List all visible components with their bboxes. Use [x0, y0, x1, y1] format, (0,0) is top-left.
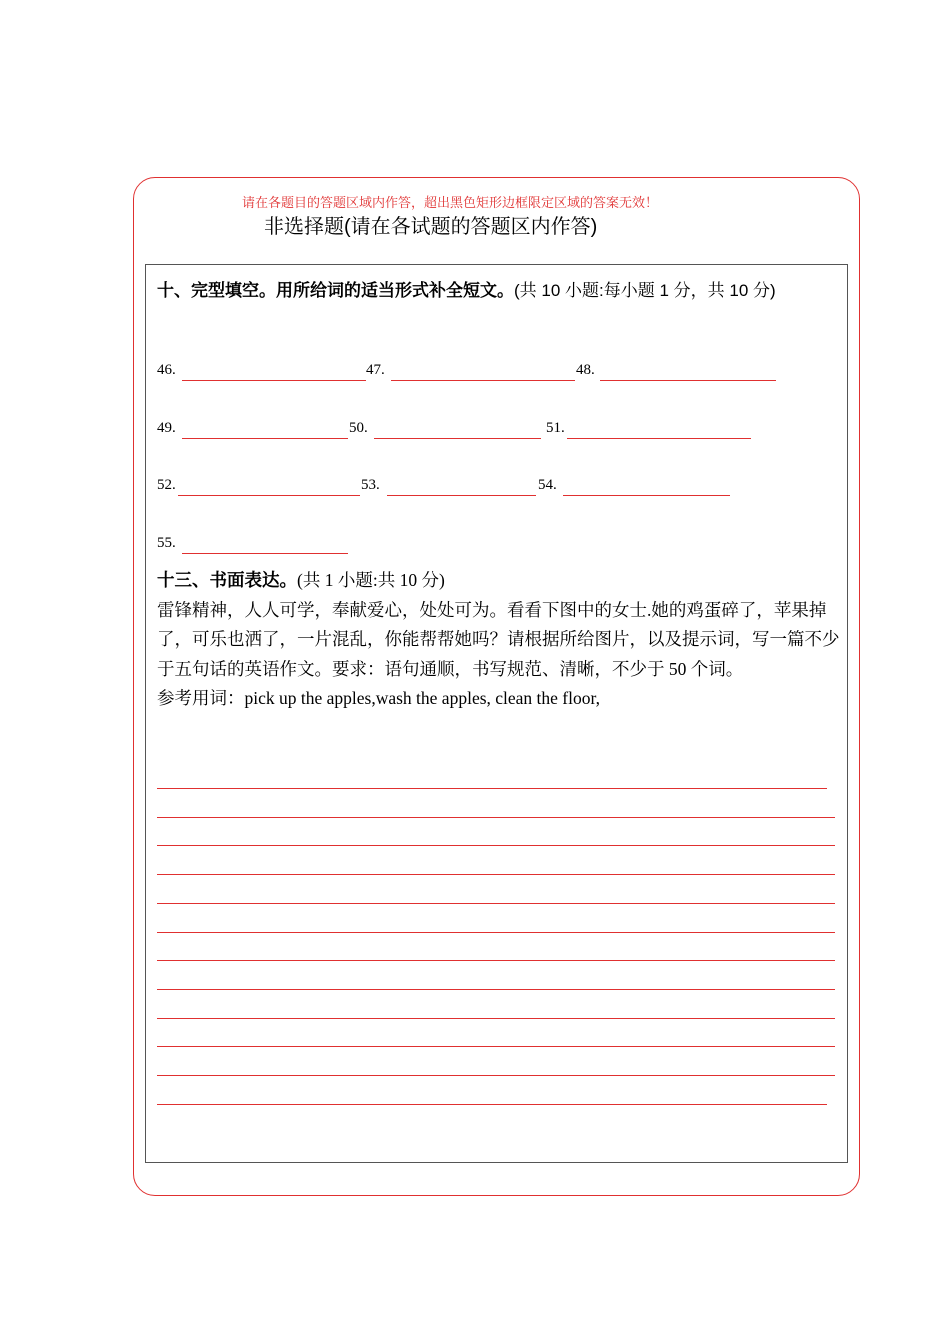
notice-label: 请在各题目的答题区域内作答，超出黑色矩形边框限定区域的答案无效！ — [241, 195, 658, 210]
section-13-title: 十三、书面表达。 — [157, 570, 297, 590]
page-title: 非选择题(请在各试题的答题区内作答) — [264, 216, 598, 238]
answer-blank-line[interactable] — [387, 495, 536, 496]
section-10-heading — [157, 276, 842, 306]
answer-blank-line[interactable] — [563, 495, 730, 496]
writing-line[interactable] — [157, 1018, 835, 1019]
section-13-info: (共 1 小题:共 10 分) — [297, 570, 445, 590]
writing-line[interactable] — [157, 960, 835, 961]
blank-label: 55. — [157, 535, 176, 551]
writing-line[interactable] — [157, 788, 827, 789]
blank-label: 47. — [366, 362, 385, 378]
writing-line[interactable] — [157, 817, 835, 818]
writing-line[interactable] — [157, 874, 835, 875]
answer-blank-line[interactable] — [391, 380, 575, 381]
writing-line[interactable] — [157, 845, 835, 846]
blank-label: 53. — [361, 477, 380, 493]
blank-label: 50. — [349, 420, 368, 436]
section-13 — [157, 566, 842, 714]
answer-blank-line[interactable] — [567, 438, 751, 439]
answer-blank-line[interactable] — [600, 380, 776, 381]
writing-line[interactable] — [157, 1046, 835, 1047]
blank-label: 49. — [157, 420, 176, 436]
section-10-title: 十、完型填空。用所给词的适当形式补全短文。 — [157, 281, 514, 300]
writing-line[interactable] — [157, 1104, 827, 1105]
writing-line[interactable] — [157, 932, 835, 933]
reference-words: 参考用词：pick up the apples,wash the apples, clean the floor, — [157, 688, 601, 709]
blank-label: 51. — [546, 420, 565, 436]
blank-label: 46. — [157, 362, 176, 378]
blank-label: 48. — [576, 362, 595, 378]
writing-line[interactable] — [157, 989, 835, 990]
section-10-info: (共 10 小题:每小题 1 分，共 10 分) — [514, 281, 776, 300]
notice-text — [0, 192, 950, 211]
writing-line[interactable] — [157, 903, 835, 904]
blank-label: 52. — [157, 477, 176, 493]
answer-blank-line[interactable] — [374, 438, 541, 439]
writing-line[interactable] — [157, 1075, 835, 1076]
writing-prompt: 雷锋精神，人人可学，奉献爱心，处处可为。看看下图中的女士.她的鸡蛋碎了，苹果掉了，可乐也洒了，一片混乱，你能帮帮她吗？请根据所给图片，以及提示词，写一篇不少于五句话的英语作文。要求：语句通顺，书写规范、清晰，不少于 50 个词。 — [157, 599, 840, 679]
answer-blank-line[interactable] — [182, 380, 366, 381]
answer-blank-line[interactable] — [182, 438, 348, 439]
blank-label: 54. — [538, 477, 557, 493]
answer-blank-line[interactable] — [182, 553, 348, 554]
answer-blank-line[interactable] — [178, 495, 360, 496]
